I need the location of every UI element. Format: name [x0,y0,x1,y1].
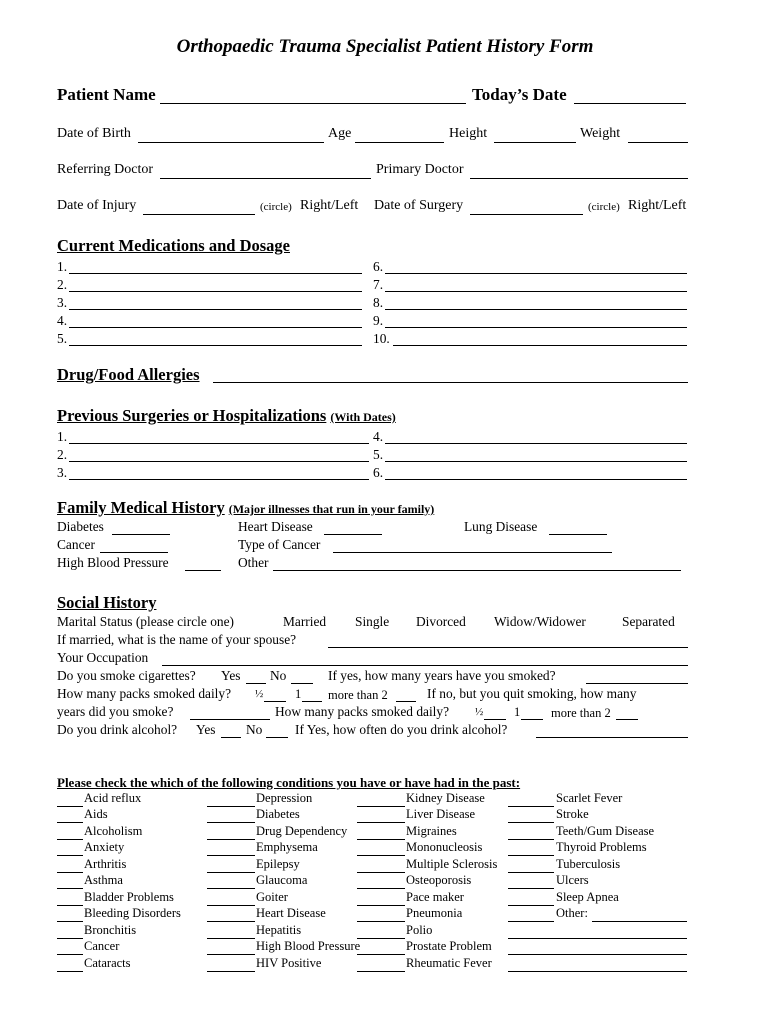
surgery-field-4[interactable] [385,443,687,444]
marital-option-single[interactable]: Single [355,614,390,629]
medications-right-numbers [373,258,390,348]
family-lung-label: Lung Disease [464,519,538,534]
condition-check-blank[interactable] [357,822,405,823]
condition-goiter[interactable]: Goiter [256,890,288,904]
condition-tuberculosis[interactable]: Tuberculosis [556,857,621,871]
med-number-8: 8. [373,295,384,310]
family-diabetes-field[interactable] [112,534,170,535]
med-field-1[interactable] [69,273,362,274]
condition-check-blank[interactable] [357,806,405,807]
family-heading-row [57,498,434,518]
packs-one-label: 1 [295,687,302,701]
occupation-label: Your Occupation [57,650,149,665]
condition-drug-dependency[interactable]: Drug Dependency [256,824,348,838]
condition-check-blank[interactable] [207,938,255,939]
condition-mononucleosis[interactable]: Mononucleosis [406,840,483,854]
family-subheading: (Major illnesses that run in your family) [228,502,435,516]
condition-check-blank[interactable] [207,855,255,856]
condition-check-blank[interactable] [57,839,83,840]
referring-doctor-label: Referring Doctor [57,162,154,177]
surgery-number-3: 3. [57,465,68,480]
condition-rheumatic-fever[interactable]: Rheumatic Fever [406,956,492,970]
med-number-7: 7. [373,277,384,292]
weight-label: Weight [580,126,621,141]
packs-half-label: ½ [255,688,264,700]
condition-check-blank[interactable] [508,888,554,889]
age-field[interactable] [355,142,444,143]
med-field-8[interactable] [385,309,687,310]
packs-more-field-2[interactable] [616,719,638,720]
circle-hint-surgery: (circle) [588,201,620,213]
med-field-7[interactable] [385,291,687,292]
surgery-side-option[interactable]: Right/Left [628,198,687,213]
marital-option-divorced[interactable]: Divorced [416,614,466,629]
condition-kidney[interactable]: Kidney Disease [406,791,485,805]
condition-check-blank[interactable] [57,971,83,972]
condition-check-blank[interactable] [57,888,83,889]
medications-left-numbers [57,258,67,348]
med-number-10: 10. [373,331,390,346]
smoke-no-label: No [270,668,287,683]
spouse-label: If married, what is the name of your spouse? [57,632,297,647]
condition-aids[interactable]: Aids [84,807,108,821]
surgery-number-5: 5. [373,447,384,462]
condition-check-blank[interactable] [207,872,255,873]
condition-check-blank[interactable] [207,888,255,889]
family-heart-field[interactable] [324,534,382,535]
condition-acid-reflux[interactable]: Acid reflux [84,791,142,805]
alcohol-no-label: No [246,722,263,737]
condition-check-blank[interactable] [508,921,554,922]
age-label: Age [328,126,352,141]
smoke-yes-field[interactable] [246,683,266,684]
condition-bronchitis[interactable]: Bronchitis [84,923,137,937]
surgery-field-6[interactable] [385,479,687,480]
family-lung-field[interactable] [549,534,607,535]
marital-option-married[interactable]: Married [283,614,327,629]
surgery-field-2[interactable] [69,461,369,462]
condition-heart-disease[interactable]: Heart Disease [256,906,326,920]
med-number-6: 6. [373,259,384,274]
alcohol-question: Do you drink alcohol? [57,722,178,737]
condition-check-blank[interactable] [508,855,554,856]
condition-polio[interactable]: Polio [406,923,433,937]
condition-check-blank[interactable] [357,855,405,856]
med-number-1: 1. [57,259,68,274]
condition-check-blank[interactable] [357,921,405,922]
smoke-yes-label: Yes [221,668,241,683]
med-number-4: 4. [57,313,68,328]
med-field-3[interactable] [69,309,362,310]
primary-doctor-label: Primary Doctor [376,162,464,177]
dob-field[interactable] [138,142,324,143]
packs-one-field-2[interactable] [521,719,543,720]
surgeries-heading: Previous Surgeries or Hospitalizations [57,406,327,425]
condition-check-blank[interactable] [357,971,405,972]
height-label: Height [449,126,488,141]
condition-sleep-apnea[interactable]: Sleep Apnea [556,890,619,904]
condition-check-blank[interactable] [207,822,255,823]
condition-other-field-4[interactable] [508,971,687,972]
condition-check-blank[interactable] [57,938,83,939]
referring-doctor-field[interactable] [160,178,371,179]
condition-check-blank[interactable] [207,921,255,922]
condition-check-blank[interactable] [357,839,405,840]
family-cancer-label: Cancer [57,537,95,552]
packs-one-field[interactable] [302,701,322,702]
family-cancer-field[interactable] [100,552,168,553]
allergies-heading: Drug/Food Allergies [57,365,200,384]
packs-half-field[interactable] [264,701,286,702]
condition-check-blank[interactable] [508,822,554,823]
family-other-label: Other [238,555,269,570]
packs-daily-label-2: How many packs smoked daily? [275,704,450,719]
date-of-injury-field[interactable] [143,214,255,215]
weight-field[interactable] [628,142,688,143]
med-number-2: 2. [57,277,68,292]
med-field-5[interactable] [69,345,362,346]
form-title: Orthopaedic Trauma Specialist Patient History Form [176,36,594,57]
surgery-field-3[interactable] [69,479,369,480]
condition-check-blank[interactable] [357,905,405,906]
med-field-6[interactable] [385,273,687,274]
packs-more-label-2: more than 2 [551,706,611,720]
height-field[interactable] [494,142,576,143]
packs-more-field[interactable] [396,701,416,702]
condition-teeth-gum[interactable]: Teeth/Gum Disease [556,824,655,838]
marital-option-widow[interactable]: Widow/Widower [494,614,586,629]
condition-check-blank[interactable] [508,839,554,840]
condition-diabetes[interactable]: Diabetes [256,807,300,821]
condition-check-blank[interactable] [57,872,83,873]
med-number-9: 9. [373,313,384,328]
condition-check-blank[interactable] [57,806,83,807]
condition-other-field-2[interactable] [508,938,687,939]
condition-anxiety[interactable]: Anxiety [84,840,125,854]
condition-check-blank[interactable] [357,954,405,955]
condition-pneumonia[interactable]: Pneumonia [406,906,463,920]
date-of-injury-label: Date of Injury [57,198,137,213]
smoke-question: Do you smoke cigarettes? [57,668,196,683]
condition-other-field[interactable] [592,921,687,922]
packs-half-label-2: ½ [475,706,484,718]
dob-label: Date of Birth [57,126,131,141]
condition-high-bp[interactable]: High Blood Pressure [256,939,361,953]
condition-prostate[interactable]: Prostate Problem [406,939,492,953]
date-of-surgery-field[interactable] [470,214,583,215]
condition-other-label: Other: [556,906,588,920]
condition-check-blank[interactable] [207,839,255,840]
condition-hiv[interactable]: HIV Positive [256,956,322,970]
alcohol-often-field[interactable] [536,737,688,738]
family-heading: Family Medical History [57,498,225,517]
surgery-number-4: 4. [373,429,384,444]
family-diabetes-label: Diabetes [57,519,104,534]
med-number-5: 5. [57,331,68,346]
date-of-surgery-label: Date of Surgery [374,198,464,213]
medications-heading: Current Medications and Dosage [57,236,290,255]
condition-migraines[interactable]: Migraines [406,824,457,838]
surgeries-subheading: (With Dates) [330,410,396,424]
primary-doctor-field[interactable] [470,178,688,179]
family-hbp-label: High Blood Pressure [57,555,169,570]
injury-side-option[interactable]: Right/Left [300,198,359,213]
years-smoked-field[interactable] [586,683,688,684]
med-field-2[interactable] [69,291,362,292]
marital-status-label: Marital Status (please circle one) [57,614,234,629]
smoke-no-field[interactable] [291,683,313,684]
condition-check-blank[interactable] [207,954,255,955]
condition-bleeding[interactable]: Bleeding Disorders [84,906,181,920]
condition-check-blank[interactable] [57,954,83,955]
med-field-4[interactable] [69,327,362,328]
family-heart-label: Heart Disease [238,519,313,534]
condition-glaucoma[interactable]: Glaucoma [256,873,308,887]
marital-option-separated[interactable]: Separated [622,614,675,629]
family-type-cancer-label: Type of Cancer [238,537,321,552]
years-did-smoke-field[interactable] [190,719,270,720]
condition-other-field-3[interactable] [508,954,687,955]
social-heading: Social History [57,593,157,612]
condition-check-blank[interactable] [57,905,83,906]
condition-osteoporosis[interactable]: Osteoporosis [406,873,472,887]
surgery-field-1[interactable] [69,443,369,444]
patient-name-field[interactable] [160,103,466,104]
alcohol-often-label: If Yes, how often do you drink alcohol? [295,722,508,737]
condition-check-blank[interactable] [207,806,255,807]
condition-pacemaker[interactable]: Pace maker [406,890,464,904]
condition-check-blank[interactable] [207,905,255,906]
condition-alcoholism[interactable]: Alcoholism [84,824,143,838]
med-field-10[interactable] [393,345,687,346]
condition-liver[interactable]: Liver Disease [406,807,476,821]
occupation-field[interactable] [162,665,688,666]
todays-date-field[interactable] [574,103,686,104]
surgery-number-2: 2. [57,447,68,462]
alcohol-yes-field[interactable] [221,737,241,738]
surgery-field-5[interactable] [385,461,687,462]
years-did-smoke-label: years did you smoke? [57,704,174,719]
med-field-9[interactable] [385,327,687,328]
years-smoked-label: If yes, how many years have you smoked? [328,668,556,683]
surgeries-heading-row [57,406,396,426]
packs-more-label: more than 2 [328,688,388,702]
condition-check-blank[interactable] [508,872,554,873]
family-type-cancer-field[interactable] [333,552,612,553]
condition-cataracts[interactable]: Cataracts [84,956,131,970]
packs-daily-label: How many packs smoked daily? [57,686,232,701]
condition-check-blank[interactable] [207,971,255,972]
condition-ms[interactable]: Multiple Sclerosis [406,857,498,871]
med-number-3: 3. [57,295,68,310]
spouse-field[interactable] [328,647,688,648]
surgery-number-1: 1. [57,429,68,444]
condition-check-blank[interactable] [57,822,83,823]
alcohol-yes-label: Yes [196,722,216,737]
packs-half-field-2[interactable] [484,719,506,720]
surgeries-right-numbers [373,428,383,482]
condition-emphysema[interactable]: Emphysema [256,840,318,854]
condition-arthritis[interactable]: Arthritis [84,857,127,871]
condition-cancer[interactable]: Cancer [84,939,120,953]
condition-check-blank[interactable] [357,938,405,939]
condition-check-blank[interactable] [357,872,405,873]
condition-check-blank[interactable] [357,888,405,889]
patient-name-label: Patient Name [57,85,156,104]
todays-date-label: Today’s Date [472,85,567,104]
alcohol-no-field[interactable] [266,737,288,738]
condition-stroke[interactable]: Stroke [556,807,589,821]
condition-ulcers[interactable]: Ulcers [556,873,589,887]
allergies-field[interactable] [213,382,688,383]
quit-smoking-label: If no, but you quit smoking, how many [427,686,637,701]
condition-check-blank[interactable] [508,806,554,807]
condition-scarlet-fever[interactable]: Scarlet Fever [556,791,623,805]
condition-hepatitis[interactable]: Hepatitis [256,923,302,937]
family-other-field[interactable] [273,570,681,571]
family-hbp-field[interactable] [185,570,221,571]
conditions-heading: Please check the which of the following conditions you have or have had in the past: [57,775,521,790]
packs-one-label-2: 1 [514,705,521,719]
condition-bladder[interactable]: Bladder Problems [84,890,174,904]
condition-check-blank[interactable] [57,921,83,922]
condition-asthma[interactable]: Asthma [84,873,123,887]
surgeries-left-numbers [57,428,67,482]
condition-thyroid[interactable]: Thyroid Problems [556,840,647,854]
condition-epilepsy[interactable]: Epilepsy [256,857,300,871]
condition-check-blank[interactable] [57,855,83,856]
condition-check-blank[interactable] [508,905,554,906]
surgery-number-6: 6. [373,465,384,480]
condition-depression[interactable]: Depression [256,791,313,805]
circle-hint-injury: (circle) [260,201,292,213]
